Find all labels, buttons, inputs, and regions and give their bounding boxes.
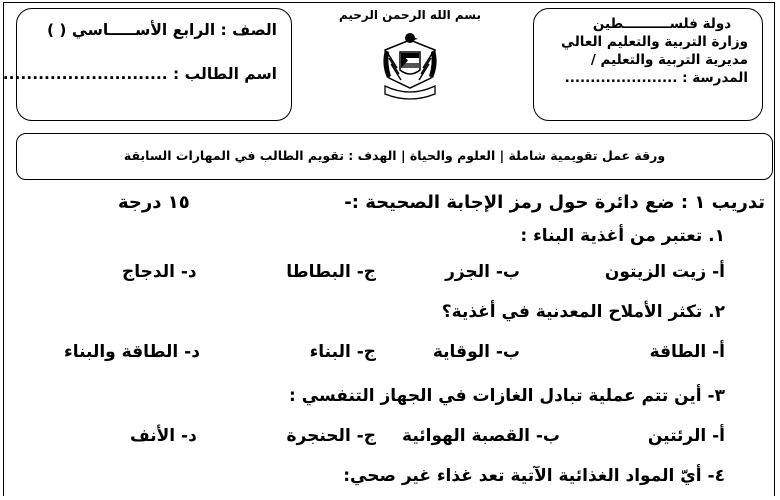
q3-option-b[interactable]: ب- القصبة الهوائية xyxy=(402,426,560,446)
basmala: بسم الله الرحمن الرحيم xyxy=(338,8,482,22)
q1-option-a[interactable]: أ- زيت الزيتون xyxy=(604,262,725,282)
q2-option-a[interactable]: أ- الطاقة xyxy=(649,342,725,362)
worksheet-title: ورقة عمل تقويمية شاملة | العلوم والحياة | الهدف : تقويم الطالب في المهارات السابقة xyxy=(16,133,773,180)
student-box xyxy=(2,8,292,121)
question-3: ٣- أين تتم عملية تبادل الغازات في الجهاز التنفسي : xyxy=(289,386,725,406)
student-name-field: اسم الطالب : ............................ xyxy=(2,65,277,83)
ministry-box xyxy=(533,8,763,121)
question-4: ٤- أيّ المواد الغذائية الآتية تعد غذاء غير صحي: xyxy=(343,466,725,486)
q3-option-c[interactable]: ج- الحنجرة xyxy=(286,426,376,446)
exercise-title: تدريب ١ : ضع دائرة حول رمز الإجابة الصحيحة :- xyxy=(344,192,765,213)
question-2: ٢. تكثر الأملاح المعدنية في أغذية؟ xyxy=(441,302,725,322)
ministry-line: وزارة التربية والتعليم العالي xyxy=(561,34,748,50)
school-line: المدرسة : ...................... xyxy=(564,70,748,86)
q1-option-d[interactable]: د- الدجاج xyxy=(122,262,197,282)
country-line: دولة فلســــــــــطين xyxy=(592,16,732,32)
directorate-line: مديرية التربية والتعليم / xyxy=(590,52,748,68)
class-field: الصف : الرابع الأســـــاسي ( ) xyxy=(46,21,277,39)
header-center xyxy=(310,6,510,102)
q1-option-b[interactable]: ب- الجزر xyxy=(445,262,520,282)
q2-option-b[interactable]: ب- الوقاية xyxy=(432,342,520,362)
q3-option-d[interactable]: د- الأنف xyxy=(130,426,197,446)
question-1: ١. تعتبر من أغذية البناء : xyxy=(520,226,725,246)
exercise-grade: ١٥ درجة xyxy=(118,192,190,213)
palestinian-eagle-emblem-icon xyxy=(377,28,443,102)
q2-option-c[interactable]: ج- البناء xyxy=(309,342,376,362)
q3-option-a[interactable]: أ- الرئتين xyxy=(647,426,725,446)
q1-option-c[interactable]: ج- البطاطا xyxy=(286,262,376,282)
q2-option-d[interactable]: د- الطاقة والبناء xyxy=(64,342,200,362)
